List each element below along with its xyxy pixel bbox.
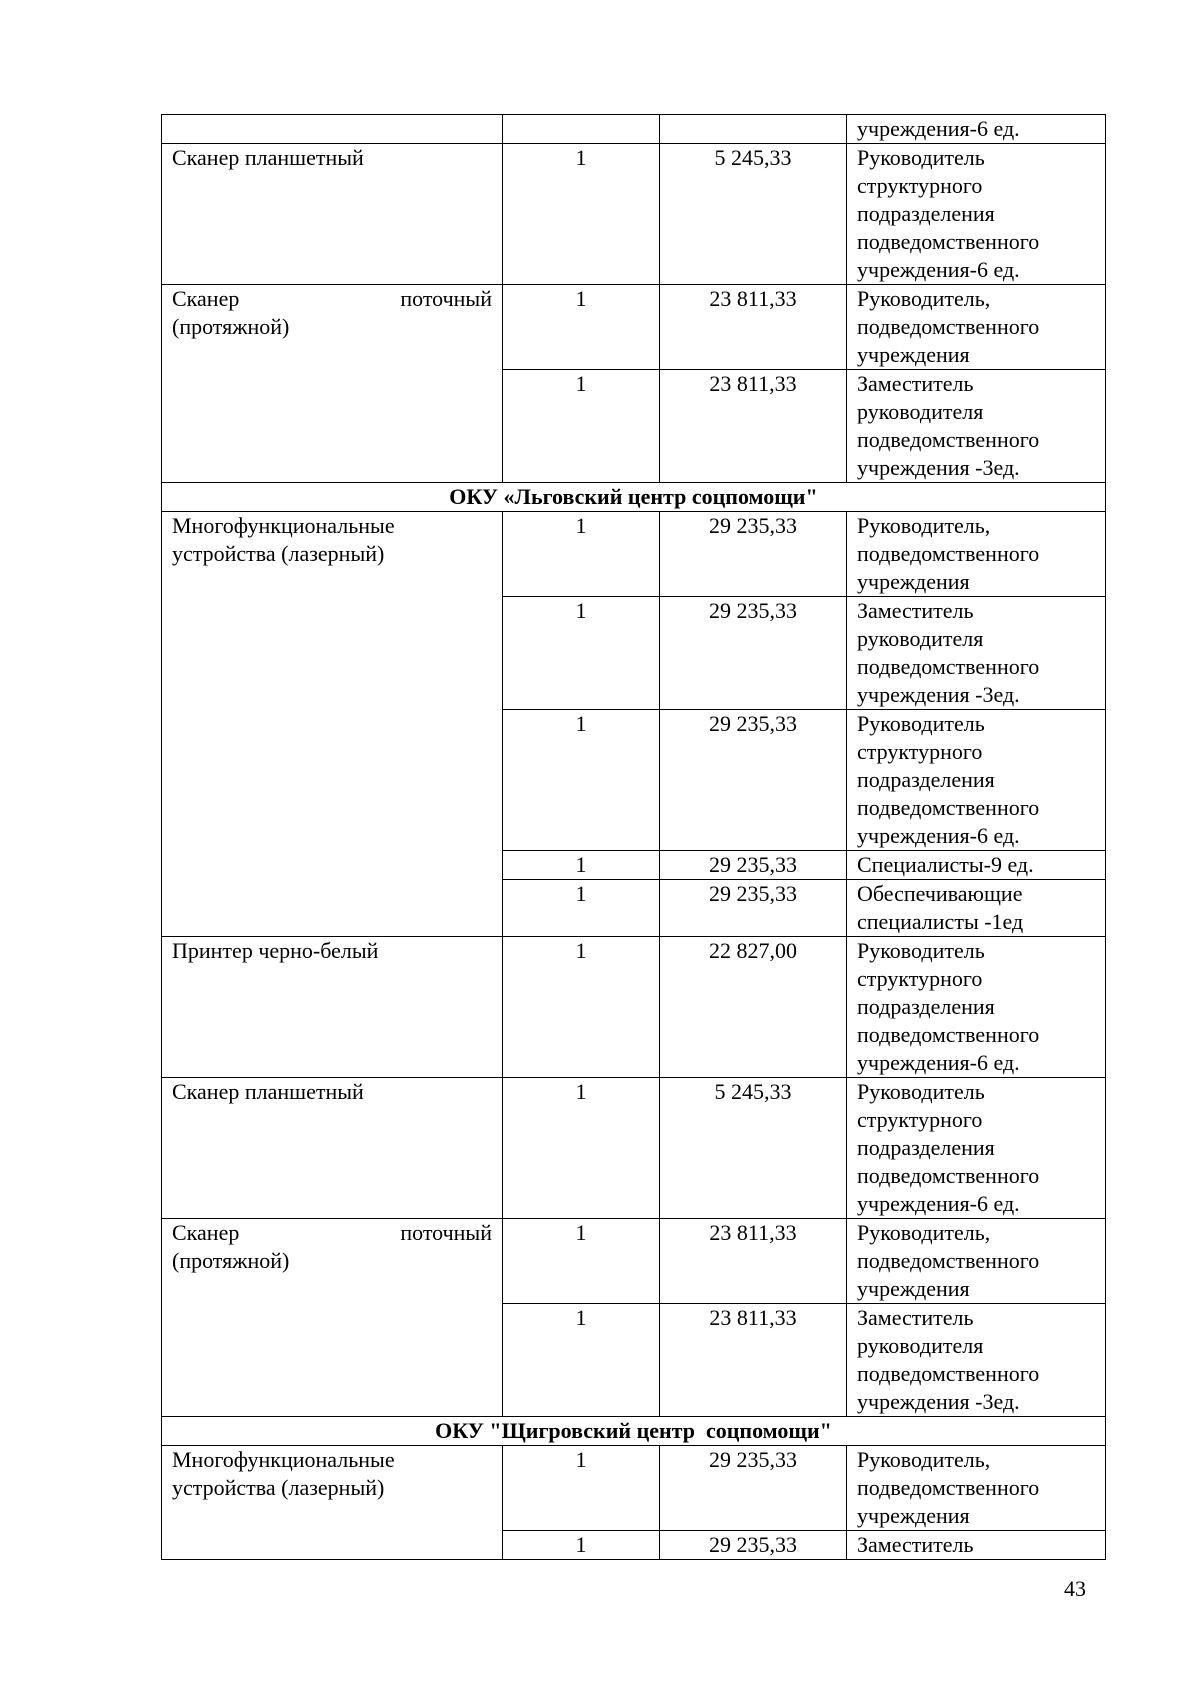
position-line: подведомственного <box>857 229 1040 254</box>
section-title: ОКУ «Льговский центр соцпомощи" <box>162 483 1106 512</box>
quantity-cell: 1 <box>503 597 660 710</box>
name-cell <box>162 937 503 1078</box>
price-cell: 23 811,33 <box>660 1304 847 1417</box>
position-line: подразделения <box>857 1135 995 1160</box>
position-line: учреждения -3ед. <box>857 1389 1020 1414</box>
position-cell <box>847 1446 1106 1531</box>
position-line: учреждения-6 ед. <box>857 823 1020 848</box>
position-line: подведомственного <box>857 654 1040 679</box>
name-word: Сканер <box>172 286 240 311</box>
quantity-cell: 1 <box>503 1531 660 1560</box>
price-cell: 23 811,33 <box>660 370 847 483</box>
table-row <box>162 937 1106 1078</box>
position-line: Специалисты-9 ед. <box>857 852 1034 877</box>
position-line: Заместитель <box>857 1532 974 1557</box>
name-cell <box>162 285 503 483</box>
price-cell: 29 235,33 <box>660 597 847 710</box>
quantity-cell: 1 <box>503 512 660 597</box>
quantity-cell: 1 <box>503 285 660 370</box>
position-line: учреждения-6 ед. <box>857 257 1020 282</box>
name-line: Сканер планшетный <box>172 1079 364 1104</box>
position-line: структурного <box>857 739 983 764</box>
price-cell: 23 811,33 <box>660 1219 847 1304</box>
position-line: подразделения <box>857 994 995 1019</box>
price-cell: 29 235,33 <box>660 1446 847 1531</box>
position-cell <box>847 851 1106 880</box>
position-line: Руководитель, <box>857 513 991 538</box>
position-cell <box>847 512 1106 597</box>
position-line: подведомственного <box>857 541 1040 566</box>
position-cell <box>847 1078 1106 1219</box>
position-cell <box>847 144 1106 285</box>
section-header-row <box>162 1417 1106 1446</box>
position-line: Заместитель <box>857 598 974 623</box>
table-row <box>162 512 1106 597</box>
quantity-cell: 1 <box>503 1219 660 1304</box>
name-line: устройства (лазерный) <box>172 541 385 566</box>
price-cell: 29 235,33 <box>660 512 847 597</box>
position-line: Руководитель <box>857 711 985 736</box>
position-line: подведомственного <box>857 314 1040 339</box>
position-cell <box>847 1304 1106 1417</box>
position-line: специалисты -1ед <box>857 909 1024 934</box>
quantity-cell: 1 <box>503 937 660 1078</box>
table-row <box>162 1446 1106 1531</box>
quantity-cell: 1 <box>503 144 660 285</box>
name-line: (протяжной) <box>172 1248 290 1273</box>
position-line: подведомственного <box>857 427 1040 452</box>
position-line: Руководитель, <box>857 286 991 311</box>
position-line: Руководитель, <box>857 1447 991 1472</box>
position-line: учреждения <box>857 1276 970 1301</box>
name-cell <box>162 1078 503 1219</box>
position-cell <box>847 880 1106 937</box>
name-line <box>172 1219 492 1247</box>
name-line: устройства (лазерный) <box>172 1475 385 1500</box>
position-line: структурного <box>857 1107 983 1132</box>
name-word: Сканер <box>172 1220 240 1245</box>
name-cell <box>162 1446 503 1560</box>
table-row <box>162 144 1106 285</box>
quantity-cell: 1 <box>503 880 660 937</box>
position-line: структурного <box>857 966 983 991</box>
position-line: подведомственного <box>857 795 1040 820</box>
position-line: учреждения <box>857 569 970 594</box>
price-cell <box>660 115 847 144</box>
position-line: подведомственного <box>857 1163 1040 1188</box>
section-title: ОКУ "Щигровский центр соцпомощи" <box>162 1417 1106 1446</box>
position-line: руководителя <box>857 399 984 424</box>
name-line: Многофункциональные <box>172 513 395 538</box>
quantity-cell: 1 <box>503 370 660 483</box>
name-line: Многофункциональные <box>172 1447 395 1472</box>
position-cell <box>847 1219 1106 1304</box>
position-cell <box>847 285 1106 370</box>
quantity-cell: 1 <box>503 710 660 851</box>
position-line: Руководитель <box>857 145 985 170</box>
position-line: Заместитель <box>857 371 974 396</box>
price-cell: 29 235,33 <box>660 851 847 880</box>
position-line: Руководитель, <box>857 1220 991 1245</box>
position-line: Руководитель <box>857 938 985 963</box>
position-cell <box>847 1531 1106 1560</box>
position-line: руководителя <box>857 1333 984 1358</box>
position-cell <box>847 937 1106 1078</box>
equipment-norms-table <box>161 114 1106 1560</box>
position-cell <box>847 115 1106 144</box>
position-line: Обеспечивающие <box>857 881 1023 906</box>
name-cell <box>162 115 503 144</box>
name-line: (протяжной) <box>172 314 290 339</box>
price-cell: 29 235,33 <box>660 710 847 851</box>
name-word: поточный <box>400 286 492 311</box>
position-line: Заместитель <box>857 1305 974 1330</box>
quantity-cell: 1 <box>503 1304 660 1417</box>
price-cell: 23 811,33 <box>660 285 847 370</box>
table-row <box>162 1078 1106 1219</box>
price-cell: 29 235,33 <box>660 880 847 937</box>
position-line: учреждения-6 ед. <box>857 1191 1020 1216</box>
position-line: подразделения <box>857 767 995 792</box>
price-cell: 5 245,33 <box>660 144 847 285</box>
name-line: Принтер черно-белый <box>172 938 379 963</box>
price-cell: 5 245,33 <box>660 1078 847 1219</box>
position-line: подразделения <box>857 201 995 226</box>
page-number: 43 <box>1064 1576 1086 1601</box>
quantity-cell: 1 <box>503 1446 660 1531</box>
quantity-cell: 1 <box>503 1078 660 1219</box>
name-line <box>172 285 492 313</box>
table-row <box>162 1219 1106 1304</box>
section-header-row <box>162 483 1106 512</box>
table-row <box>162 115 1106 144</box>
name-cell <box>162 144 503 285</box>
price-cell: 29 235,33 <box>660 1531 847 1560</box>
name-cell <box>162 1219 503 1417</box>
position-cell <box>847 370 1106 483</box>
name-cell <box>162 512 503 937</box>
position-line: руководителя <box>857 626 984 651</box>
position-line: подведомственного <box>857 1022 1040 1047</box>
position-line: учреждения-6 ед. <box>857 116 1020 141</box>
position-line: учреждения <box>857 342 970 367</box>
position-line: учреждения -3ед. <box>857 682 1020 707</box>
position-line: структурного <box>857 173 983 198</box>
price-cell: 22 827,00 <box>660 937 847 1078</box>
position-line: Руководитель <box>857 1079 985 1104</box>
position-cell <box>847 710 1106 851</box>
position-line: учреждения <box>857 1503 970 1528</box>
name-word: поточный <box>400 1220 492 1245</box>
position-line: учреждения-6 ед. <box>857 1050 1020 1075</box>
table-row <box>162 285 1106 370</box>
quantity-cell <box>503 115 660 144</box>
position-line: подведомственного <box>857 1475 1040 1500</box>
position-line: подведомственного <box>857 1248 1040 1273</box>
quantity-cell: 1 <box>503 851 660 880</box>
position-line: подведомственного <box>857 1361 1040 1386</box>
position-cell <box>847 597 1106 710</box>
position-line: учреждения -3ед. <box>857 455 1020 480</box>
name-line: Сканер планшетный <box>172 145 364 170</box>
